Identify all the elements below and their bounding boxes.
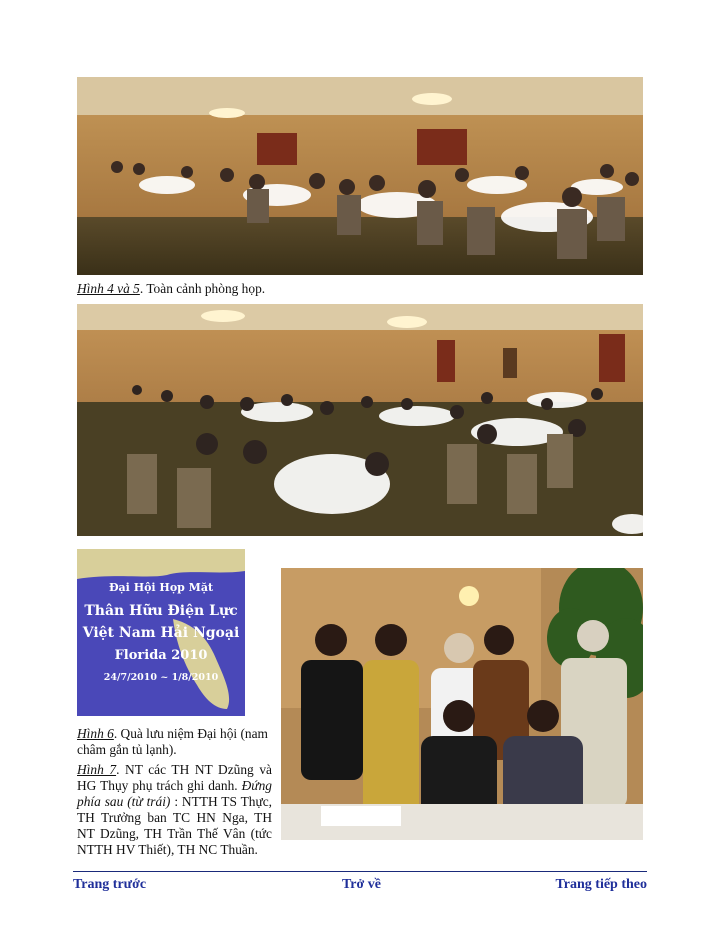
souvenir-magnet-image xyxy=(77,549,245,716)
magnet-line-3: Việt Nam Hải Ngoại xyxy=(82,625,240,641)
footer-divider xyxy=(73,871,647,872)
next-page-link[interactable]: Trang tiếp theo xyxy=(555,877,647,892)
banquet-hall-photo-1 xyxy=(77,77,643,275)
previous-page-link[interactable]: Trang trước xyxy=(73,877,147,892)
back-link[interactable]: Trở về xyxy=(342,877,381,892)
figure-4-5-caption: Hình 4 và 5. Toàn cảnh phòng họp. xyxy=(77,281,266,296)
figure-7-caption: Hình 7. NT các TH NT Dzũng và HG Thụy phụ trách ghi danh. Đứng phía sau (từ trái) : NTTH TS Thực, TH Trưởng ban TC HN Nga, TH NT Dzũng, TH Trần Thế Vân (tức NTTH HV Thiết), TH NC Thuần. xyxy=(77,762,272,857)
magnet-line-4: Florida 2010 xyxy=(114,648,208,663)
banquet-hall-photo-2 xyxy=(77,304,643,536)
magnet-line-2: Thân Hữu Điện Lực xyxy=(84,603,238,619)
group-photo xyxy=(281,568,643,840)
figure-6-caption: Hình 6. Quà lưu niệm Đại hội (nam châm gắn tủ lạnh). xyxy=(77,726,268,757)
magnet-dates: 24/7/2010 ~ 1/8/2010 xyxy=(103,672,219,683)
magnet-line-1: Đại Hội Họp Mặt xyxy=(108,581,214,594)
